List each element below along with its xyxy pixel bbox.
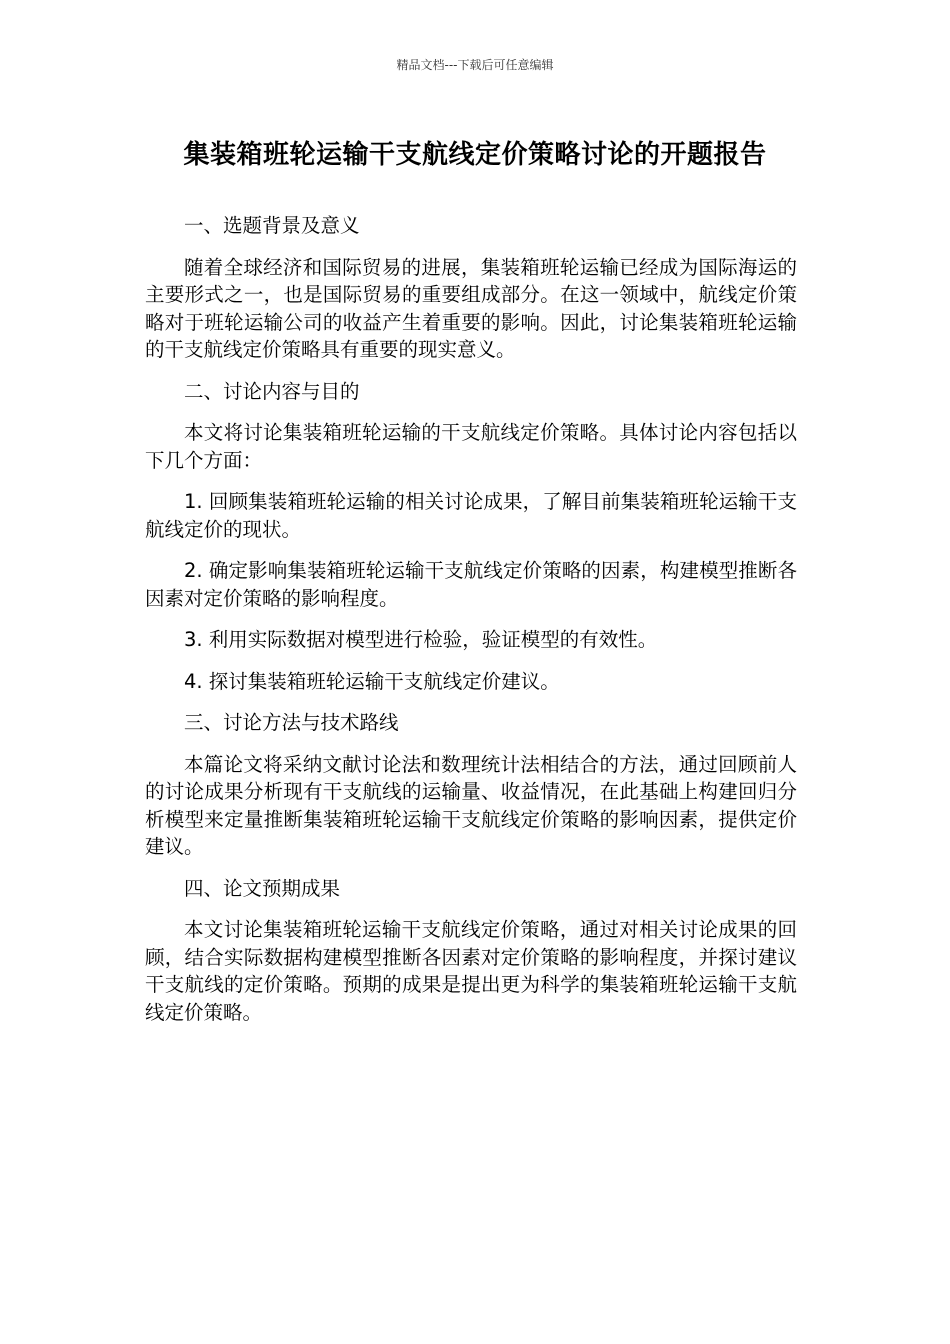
paragraph-methods: 本篇论文将采纳文献讨论法和数理统计法相结合的方法，通过回顾前人的讨论成果分析现有干支航线的运输量、收益情况，在此基础上构建回归分析模型来定量推断集装箱班轮运输干支航线定价策略的影响因素，提供定价建议。 xyxy=(145,752,797,858)
list-item-4: 4. 探讨集装箱班轮运输干支航线定价建议。 xyxy=(184,669,560,693)
list-item-1: 1. 回顾集装箱班轮运输的相关讨论成果，了解目前集装箱班轮运输干支航线定价的现状。 xyxy=(145,490,797,541)
section-heading-expected-results: 四、论文预期成果 xyxy=(184,876,341,900)
section-heading-content-purpose: 二、讨论内容与目的 xyxy=(184,379,360,403)
paragraph-content-intro: 本文将讨论集装箱班轮运输的干支航线定价策略。具体讨论内容包括以下几个方面： xyxy=(145,421,797,472)
document-body xyxy=(145,212,797,1040)
list-item-2: 2. 确定影响集装箱班轮运输干支航线定价策略的因素，构建模型推断各因素对定价策略的影响程度。 xyxy=(145,559,797,610)
list-item-3: 3. 利用实际数据对模型进行检验，验证模型的有效性。 xyxy=(184,628,658,651)
paragraph-expected-results: 本文讨论集装箱班轮运输干支航线定价策略，通过对相关讨论成果的回顾，结合实际数据构建模型推断各因素对定价策略的影响程度，并探讨建议干支航线的定价策略。预期的成果是提出更为科学的集装箱班轮运输干支航线定价策略。 xyxy=(145,918,797,1024)
document-title: 集装箱班轮运输干支航线定价策略讨论的开题报告 xyxy=(183,140,767,170)
paragraph-background: 随着全球经济和国际贸易的进展，集装箱班轮运输已经成为国际海运的主要形式之一，也是国际贸易的重要组成部分。在这一领域中，航线定价策略对于班轮运输公司的收益产生着重要的影响。因此，讨论集装箱班轮运输的干支航线定价策略具有重要的现实意义。 xyxy=(145,255,797,361)
page-header-note: 精品文档---下载后可任意编辑 xyxy=(396,58,554,72)
section-heading-background: 一、选题背景及意义 xyxy=(184,214,360,237)
section-heading-methods: 三、讨论方法与技术路线 xyxy=(184,711,399,734)
